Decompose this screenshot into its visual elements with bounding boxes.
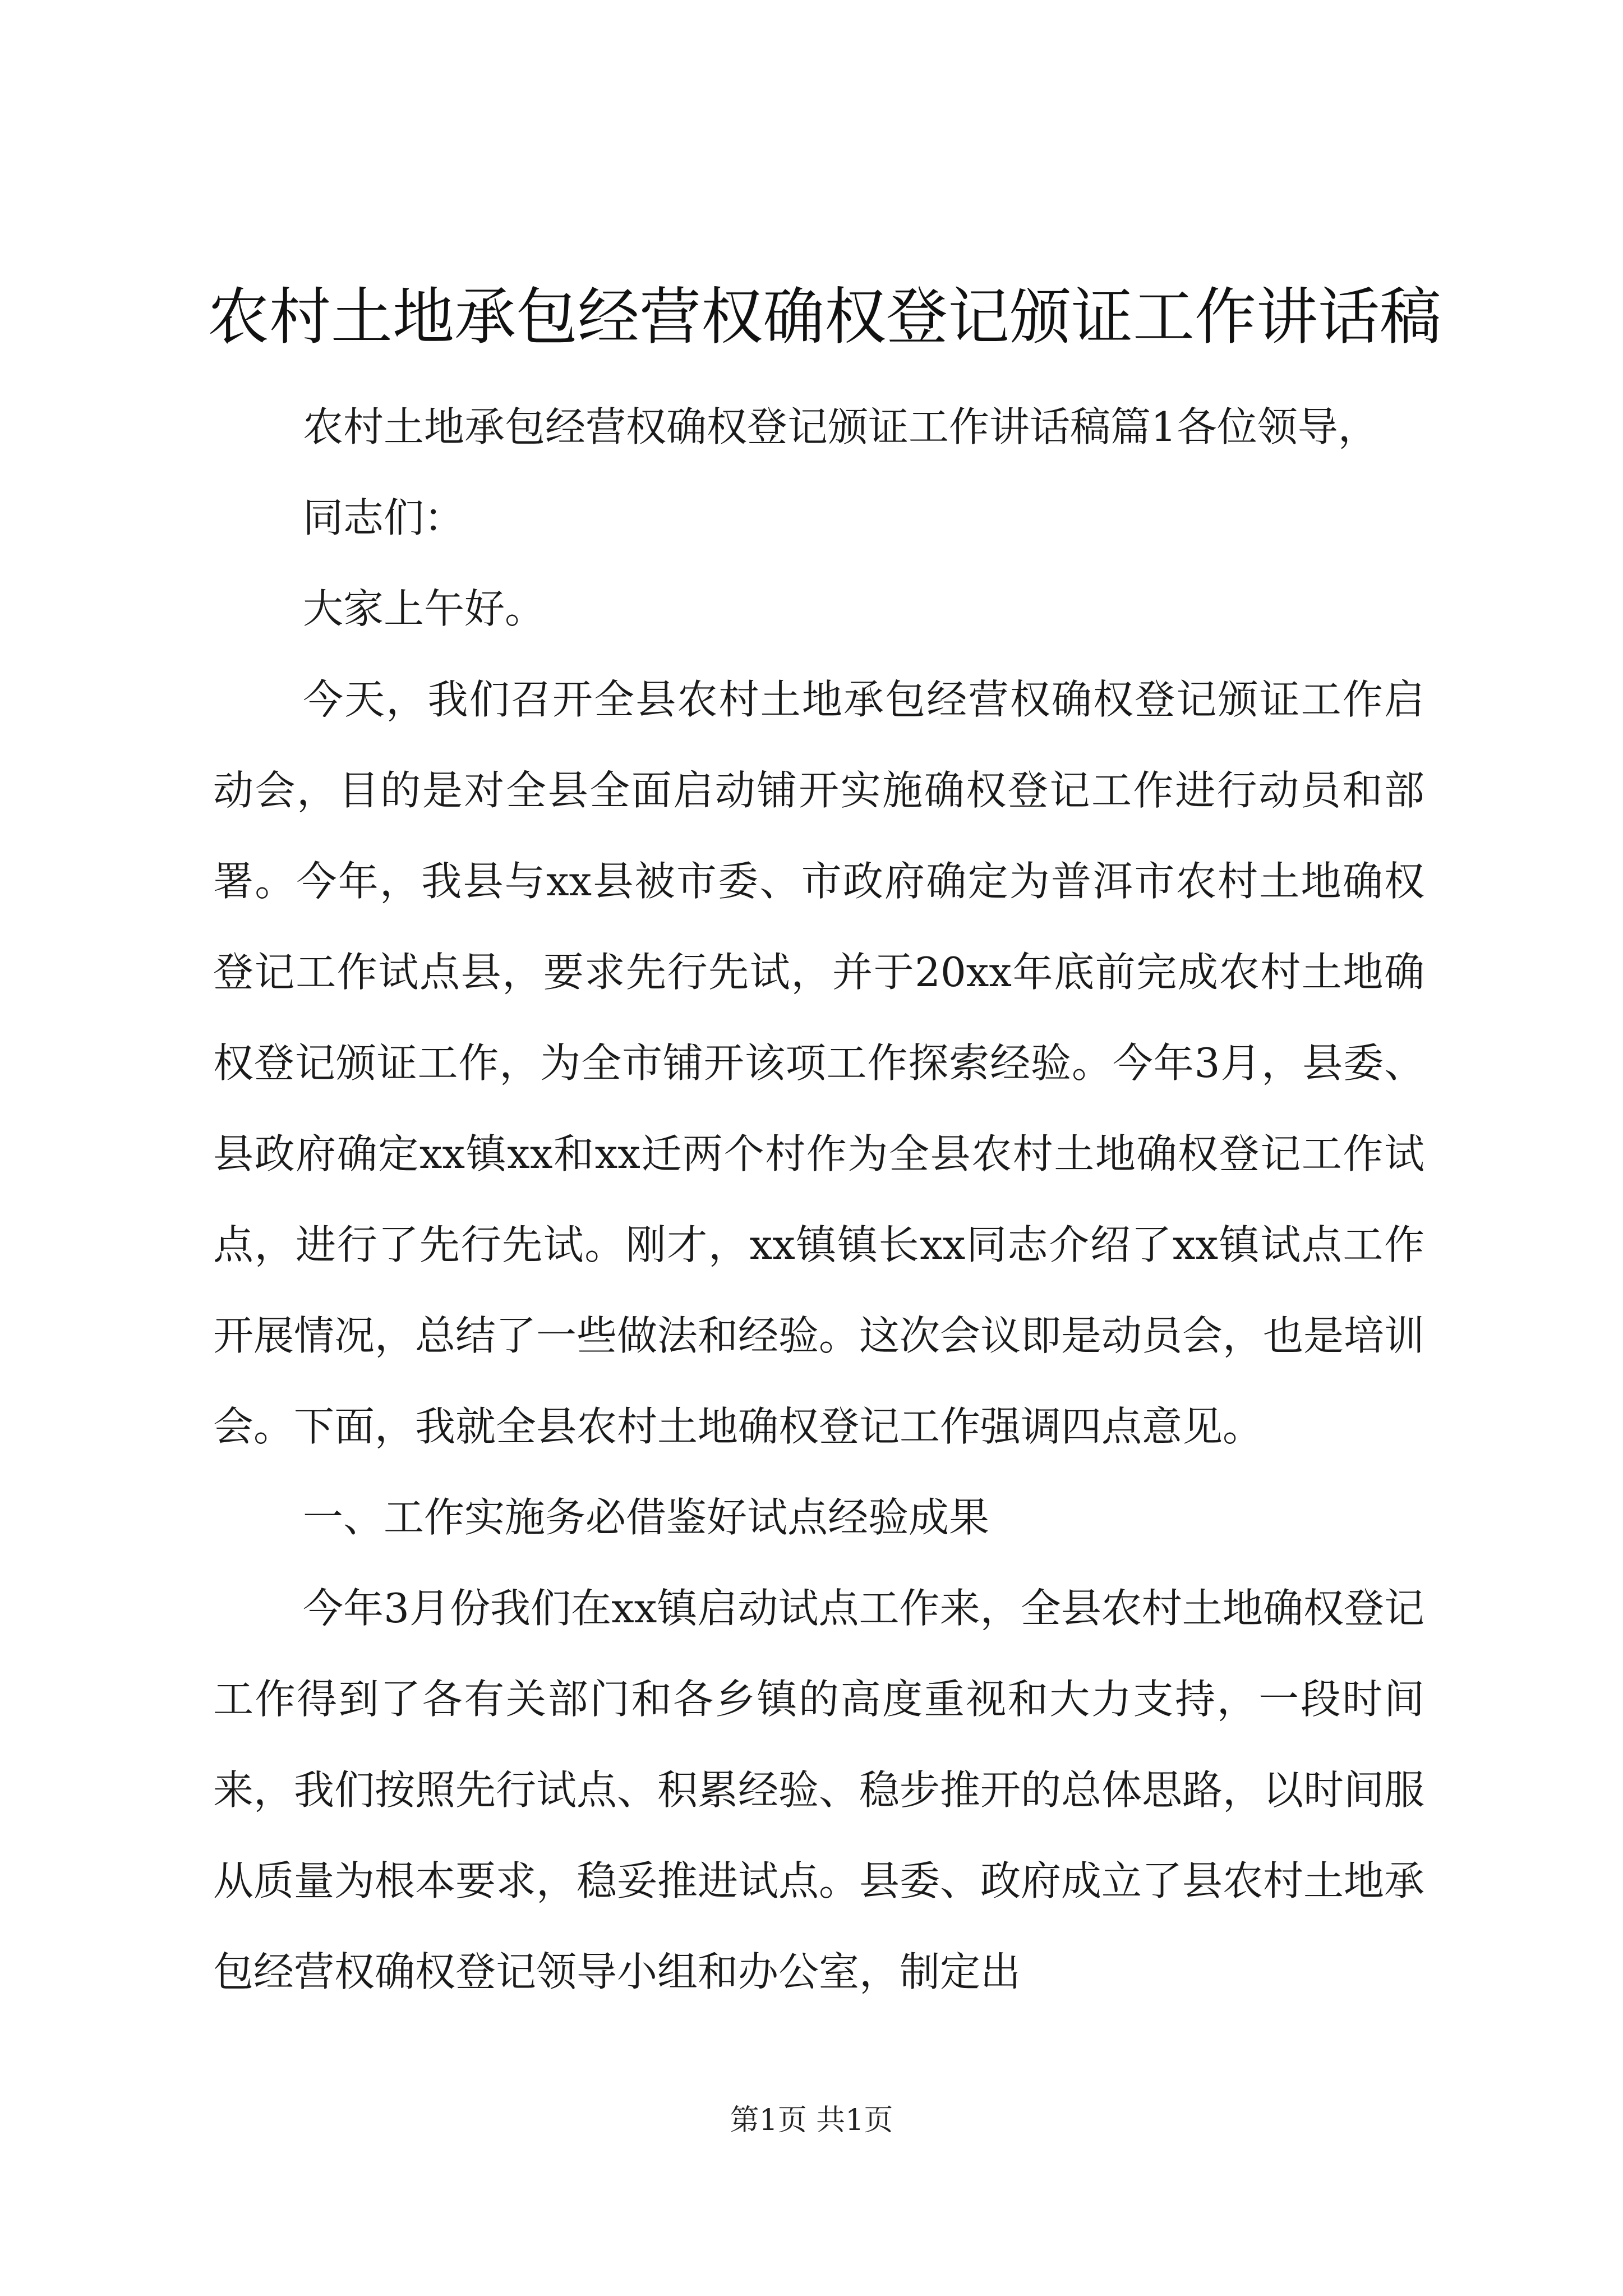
- document-body: [213, 381, 1424, 2017]
- paragraph-section-1: 今年3月份我们在xx镇启动试点工作来，全县农村土地确权登记工作得到了各有关部门和各乡镇的高度重视和大力支持，一段时间来，我们按照先行试点、积累经验、稳步推开的总体思路，以时间服从质量为根本要求，稳妥推进试点。县委、政府成立了县农村土地承包经营权确权登记领导小组和办公室，制定出: [213, 1585, 1425, 1995]
- paragraph-comrades: 同志们：: [303, 494, 465, 541]
- page-footer: 第1页 共1页: [730, 2104, 893, 2137]
- document-title: 农村土地承包经营权确权登记颁证工作讲话稿: [208, 281, 1441, 353]
- paragraph-greeting: 大家上午好。: [303, 585, 546, 632]
- paragraph-salutation: 农村土地承包经营权确权登记颁证工作讲话稿篇1各位领导，: [303, 403, 1378, 450]
- paragraph-introduction: 今天，我们召开全县农村土地承包经营权确权登记颁证工作启动会，目的是对全县全面启动铺开实施确权登记工作进行动员和部署。今年，我县与xx县被市委、市政府确定为普洱市农村土地确权登记工作试点县，要求先行先试，并于20xx年底前完成农村土地确权登记颁证工作，为全市铺开该项工作探索经验。今年3月，县委、县政府确定xx镇xx和xx迁两个村作为全县农村土地确权登记工作试点，进行了先行先试。刚才，xx镇镇长xx同志介绍了xx镇试点工作开展情况，总结了一些做法和经验。这次会议即是动员会，也是培训会。下面，我就全县农村土地确权登记工作强调四点意见。: [213, 676, 1425, 1450]
- section-heading-1: 一、工作实施务必借鉴好试点经验成果: [303, 1494, 990, 1541]
